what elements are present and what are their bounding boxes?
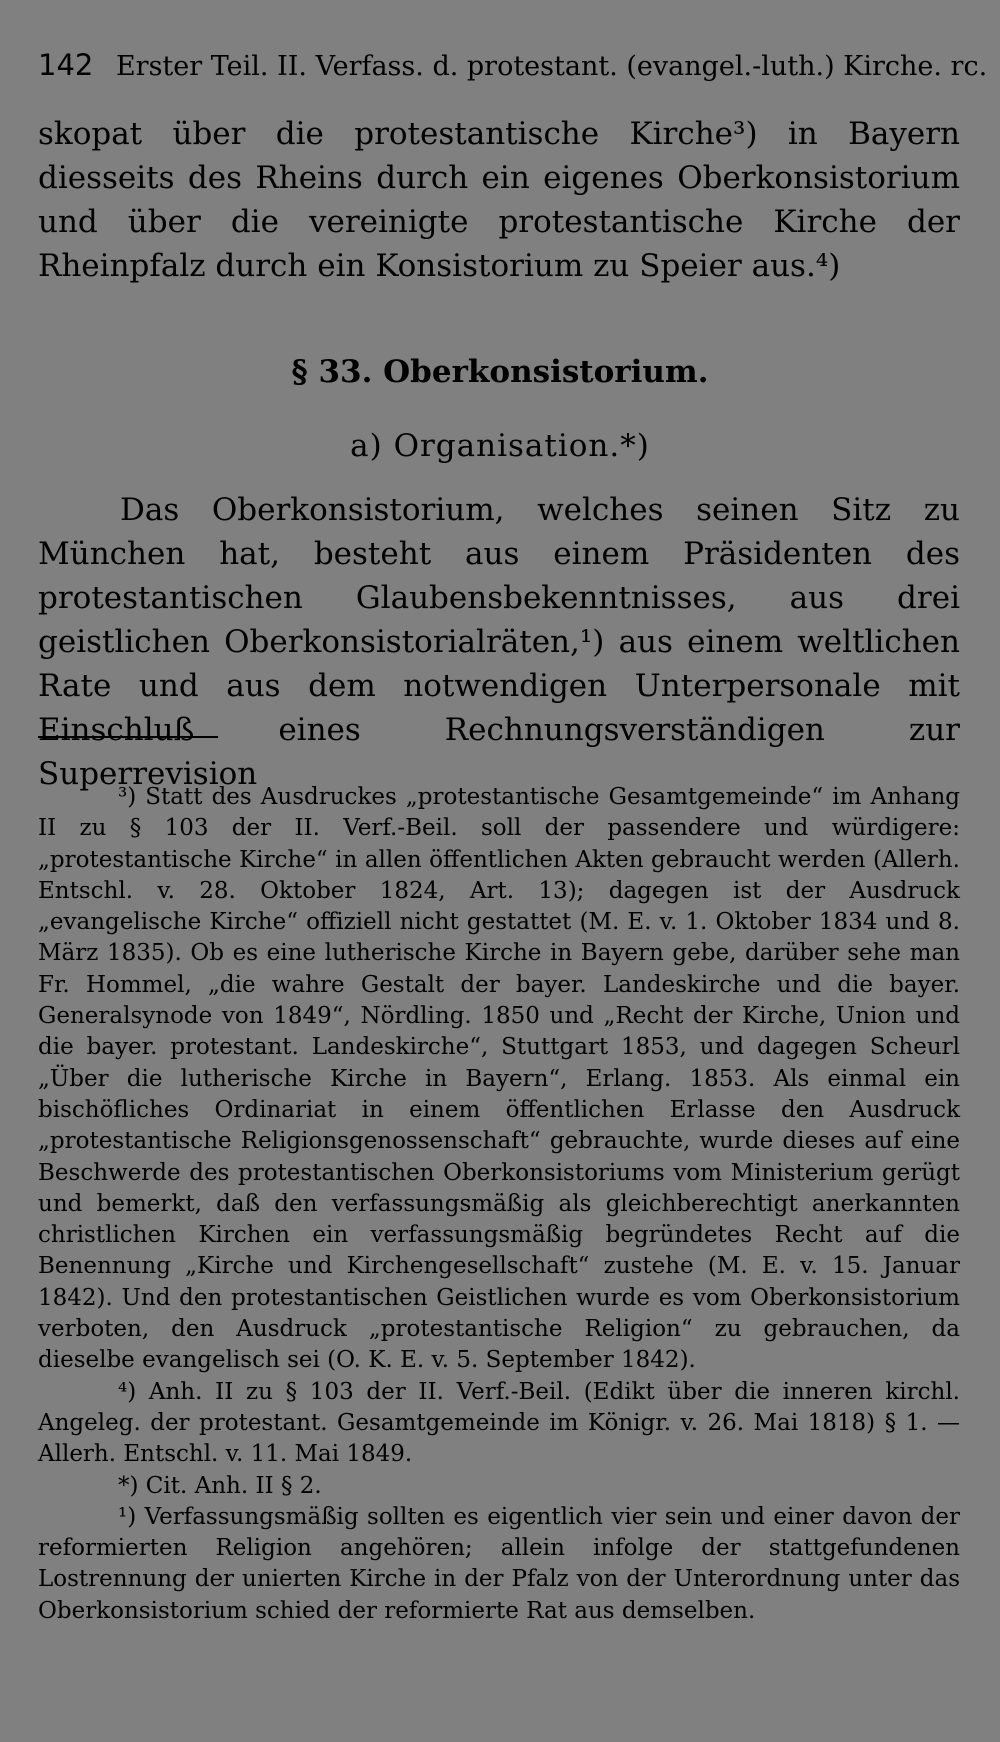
page-number: 142 <box>38 48 94 82</box>
footnote-separator <box>38 736 218 738</box>
footnote-star: *) Cit. Anh. II § 2. <box>118 1472 322 1499</box>
running-header <box>38 48 988 82</box>
footnote-1: ¹) Verfassungsmäßig sollten es eigentlich vier sein und einer davon der reformierten Religion angehören; allein infolge der stattgefundenen Lostrennung der unierten Kirche in der Pfalz von der Unterordnung unter das Oberkonsistorium schied der reformierte Rat aus demselben. <box>38 1503 960 1624</box>
footnote-3: ³) Statt des Ausdruckes „protestantische Gesamtgemeinde“ im Anhang II zu § 103 der II. Verf.-Beil. soll der passendere und würdigere: „protestantische Kirche“ in allen öffentlichen Akten gebraucht werden (Allerh. Entschl. v. 28. Oktober 1824, Art. 13); dagegen ist der Ausdruck „evangelische Kirche“ offiziell nicht gestattet (M. E. v. 1. Oktober 1834 und 8. März 1835). Ob es eine lutherische Kirche in Bayern gebe, darüber sehe man Fr. Hommel, „die wahre Gestalt der bayer. Landeskirche und die bayer. Generalsynode von 1849“, Nördling. 1850 und „Recht der Kirche, Union und die bayer. protestant. Landeskirche“, Stuttgart 1853, und dagegen Scheurl „Über die lutherische Kirche in Bayern“, Erlang. 1853. Als einmal ein bischöfliches Ordinariat in einem öffentlichen Erlasse den Ausdruck „protestantische Religionsgenossenschaft“ gebrauchte, wurde dieses auf eine Beschwerde des protestantischen Oberkonsistoriums vom Ministerium gerügt und bemerkt, daß den verfassungsmäßig als gleichberechtigt anerkannten christlichen Kirchen ein verfassungsmäßig begründetes Recht auf die Benennung „Kirche und Kirchengesellschaft“ zustehe (M. E. v. 15. Januar 1842). Und den protestantischen Geistlichen wurde es vom Oberkonsistorium verboten, den Ausdruck „protestantische Religion“ zu gebrauchen, da dieselbe evangelisch sei (O. K. E. v. 5. September 1842). <box>38 784 960 1374</box>
main-paragraph: Das Oberkonsistorium, welches seinen Sitz zu München hat, besteht aus einem Präsidenten des protestantischen Glaubensbekenntnisses, aus drei geistlichen Oberkonsistorialräten,¹) aus einem weltlichen Rate und aus dem notwendigen Unterpersonale mit Einschluß eines Rechnungsverständigen zur Superrevision <box>38 492 960 792</box>
running-title: Erster Teil. II. Verfass. d. protestant. (evangel.-luth.) Kirche. rc. <box>115 51 988 82</box>
continuation-paragraph: skopat über die protestantische Kirche³) in Bayern diesseits des Rheins durch ein eigenes Oberkonsistorium und über die vereinigte protestantische Kirche der Rheinpfalz durch ein Konsistorium zu Speier aus.⁴) <box>38 116 960 284</box>
footnote-4: ⁴) Anh. II zu § 103 der II. Verf.-Beil. (Edikt über die inneren kirchl. Angeleg. der protestant. Gesamtgemeinde im Königr. v. 26. Mai 1818) § 1. — Allerh. Entschl. v. 11. Mai 1849. <box>38 1378 960 1468</box>
section-title: § 33. Oberkonsistorium. <box>291 354 709 390</box>
subsection-title: a) Organisation.*) <box>350 428 650 464</box>
footnotes <box>38 782 960 1627</box>
